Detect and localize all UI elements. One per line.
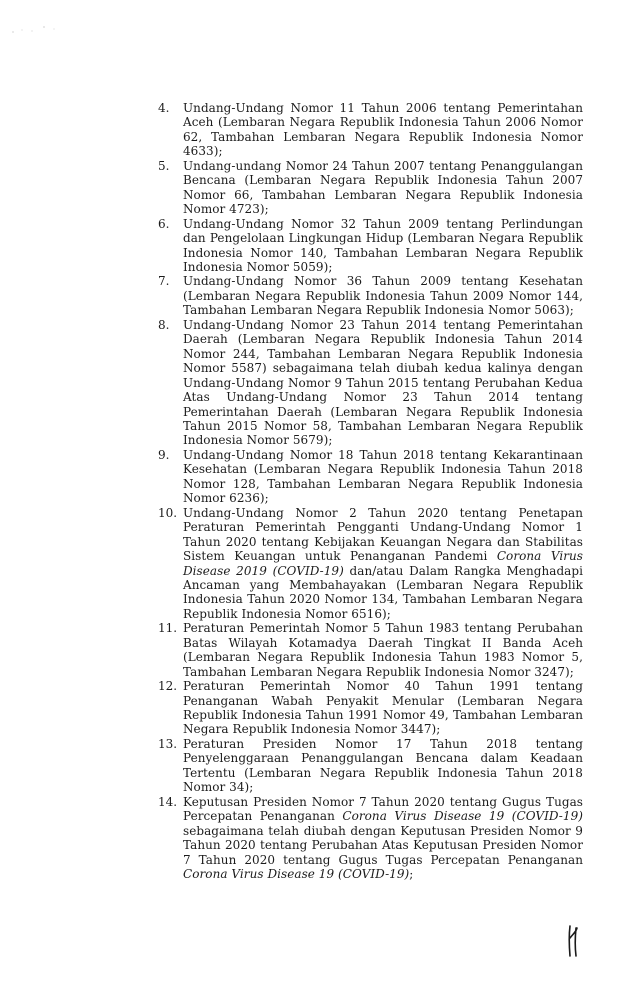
text-segment: Peraturan Presiden Nomor 17 Tahun 2018 tentang Penyelenggaraan Penanggulangan Bencana dalam Keadaan Tertentu (Lembaran Negara Republik Indonesia Tahun 2018 Nomor 34); (183, 736, 583, 795)
list-item-number: 10. (158, 505, 178, 520)
text-segment: Keputusan Presiden Nomor 7 Tahun 2020 tentang Gugus Tugas Percepatan Penanganan (183, 794, 583, 824)
list-item-number: 8. (158, 317, 170, 332)
text-segment: Undang-Undang Nomor 2 Tahun 2020 tentang Penetapan Peraturan Pemerintah Pengganti Undang-Undang Nomor 1 Tahun 2020 tentang Kebijakan Keuangan Negara dan Stabilitas Sistem Keuangan untuk Penanganan Pandemi (183, 505, 583, 564)
text-segment: Undang-Undang Nomor 18 Tahun 2018 tentang Kekarantinaan Kesehatan (Lembaran Negara Republik Indonesia Tahun 2018 Nomor 128, Tambahan Lembaran Negara Republik Indonesia Nomor 6236); (183, 447, 583, 506)
list-item (158, 795, 583, 882)
list-item-text (183, 159, 583, 217)
text-segment: ; (409, 867, 414, 882)
list-item-number: 4. (158, 101, 170, 115)
list-item (158, 101, 583, 159)
list-item (158, 274, 583, 317)
list-item (158, 737, 583, 795)
list-item-text (183, 679, 583, 737)
list-item (158, 159, 583, 217)
list-item (158, 506, 583, 622)
list-item-text (183, 795, 583, 882)
list-item (158, 621, 583, 679)
list-item-text (183, 621, 583, 679)
list-item-text (183, 101, 583, 159)
list-item-number: 13. (158, 736, 178, 751)
italic-term: Corona Virus Disease 2019 (COVID-19) (183, 549, 583, 578)
text-segment: Undang-Undang Nomor 23 Tahun 2014 tentang Pemerintahan Daerah (Lembaran Negara Republik Indonesia Tahun 2014 Nomor 244, Tambahan Lembaran Negara Republik Indonesia Nomor 5587) sebagaimana telah diubah kedua kalinya dengan Undang-Undang Nomor 9 Tahun 2015 tentang Perubahan Kedua Atas Undang-Undang Nomor 23 Tahun 2014 tentang Pemerintahan Daerah (Lembaran Negara Republik Indonesia Tahun 2015 Nomor 58, Tambahan Lembaran Negara Republik Indonesia Nomor 5679); (183, 317, 583, 448)
list-item (158, 679, 583, 737)
list-item-text (183, 318, 583, 448)
list-item-text (183, 448, 583, 506)
text-segment: Peraturan Pemerintah Nomor 40 Tahun 1991 tentang Penanganan Wabah Penyakit Menular (Lembaran Negara Republik Indonesia Tahun 1991 Nomor 49, Tambahan Lembaran Negara Republik Indonesia Nomor 3447); (183, 679, 583, 737)
list-item-text (183, 506, 583, 622)
list-item-number: 6. (158, 216, 170, 231)
text-segment: Undang-Undang Nomor 11 Tahun 2006 tentang Pemerintahan Aceh (Lembaran Negara Republik Indonesia Tahun 2006 Nomor 62, Tambahan Lembaran Negara Republik Indonesia Nomor 4633); (183, 101, 583, 159)
list-item-number: 11. (158, 621, 178, 636)
list-item-text (183, 274, 583, 317)
list-item-number: 12. (158, 679, 178, 694)
list-item-number: 9. (158, 447, 170, 462)
list-item-text (183, 737, 583, 795)
text-segment: Undang-undang Nomor 24 Tahun 2007 tentang Penanggulangan Bencana (Lembaran Negara Republik Indonesia Tahun 2007 Nomor 66, Tambahan Lembaran Negara Republik Indonesia Nomor 4723); (183, 158, 583, 217)
scan-speck-marks (10, 24, 60, 36)
paraf-initial-signature (565, 924, 581, 958)
list-item-text (183, 217, 583, 275)
list-item-number: 14. (158, 794, 178, 809)
text-segment: Peraturan Pemerintah Nomor 5 Tahun 1983 tentang Perubahan Batas Wilayah Kotamadya Daerah Tingkat II Banda Aceh (Lembaran Negara Republik Indonesia Tahun 1983 Nomor 5, Tambahan Lembaran Negara Republik Indonesia Nomor 3247); (183, 621, 583, 679)
text-segment: dan/atau Dalam Rangka Menghadapi Ancaman yang Membahayakan (Lembaran Negara Republik Indonesia Tahun 2020 Nomor 134, Tambahan Lembaran Negara Republik Indonesia Nomor 6516); (183, 563, 583, 621)
list-item (158, 318, 583, 448)
text-segment: sebagaimana telah diubah dengan Keputusan Presiden Nomor 9 Tahun 2020 tentang Perubahan Atas Keputusan Presiden Nomor 7 Tahun 2020 tentang Gugus Tugas Percepatan Penanganan (183, 823, 583, 867)
italic-term: Corona Virus Disease 19 (COVID-19) (183, 867, 410, 882)
legal-basis-list (158, 101, 583, 881)
italic-term: Corona Virus Disease 19 (COVID-19) (342, 809, 583, 824)
list-item (158, 448, 583, 506)
list-item (158, 217, 583, 275)
text-segment: Undang-Undang Nomor 32 Tahun 2009 tentang Perlindungan dan Pengelolaan Lingkungan Hidup (Lembaran Negara Republik Indonesia Nomor 140, Tambahan Lembaran Negara Republik Indonesia Nomor 5059); (183, 216, 583, 274)
list-item-number: 7. (158, 274, 170, 289)
list-item-number: 5. (158, 158, 170, 173)
text-segment: Undang-Undang Nomor 36 Tahun 2009 tentang Kesehatan (Lembaran Negara Republik Indonesia Tahun 2009 Nomor 144, Tambahan Lembaran Negara Republik Indonesia Nomor 5063); (183, 274, 583, 318)
